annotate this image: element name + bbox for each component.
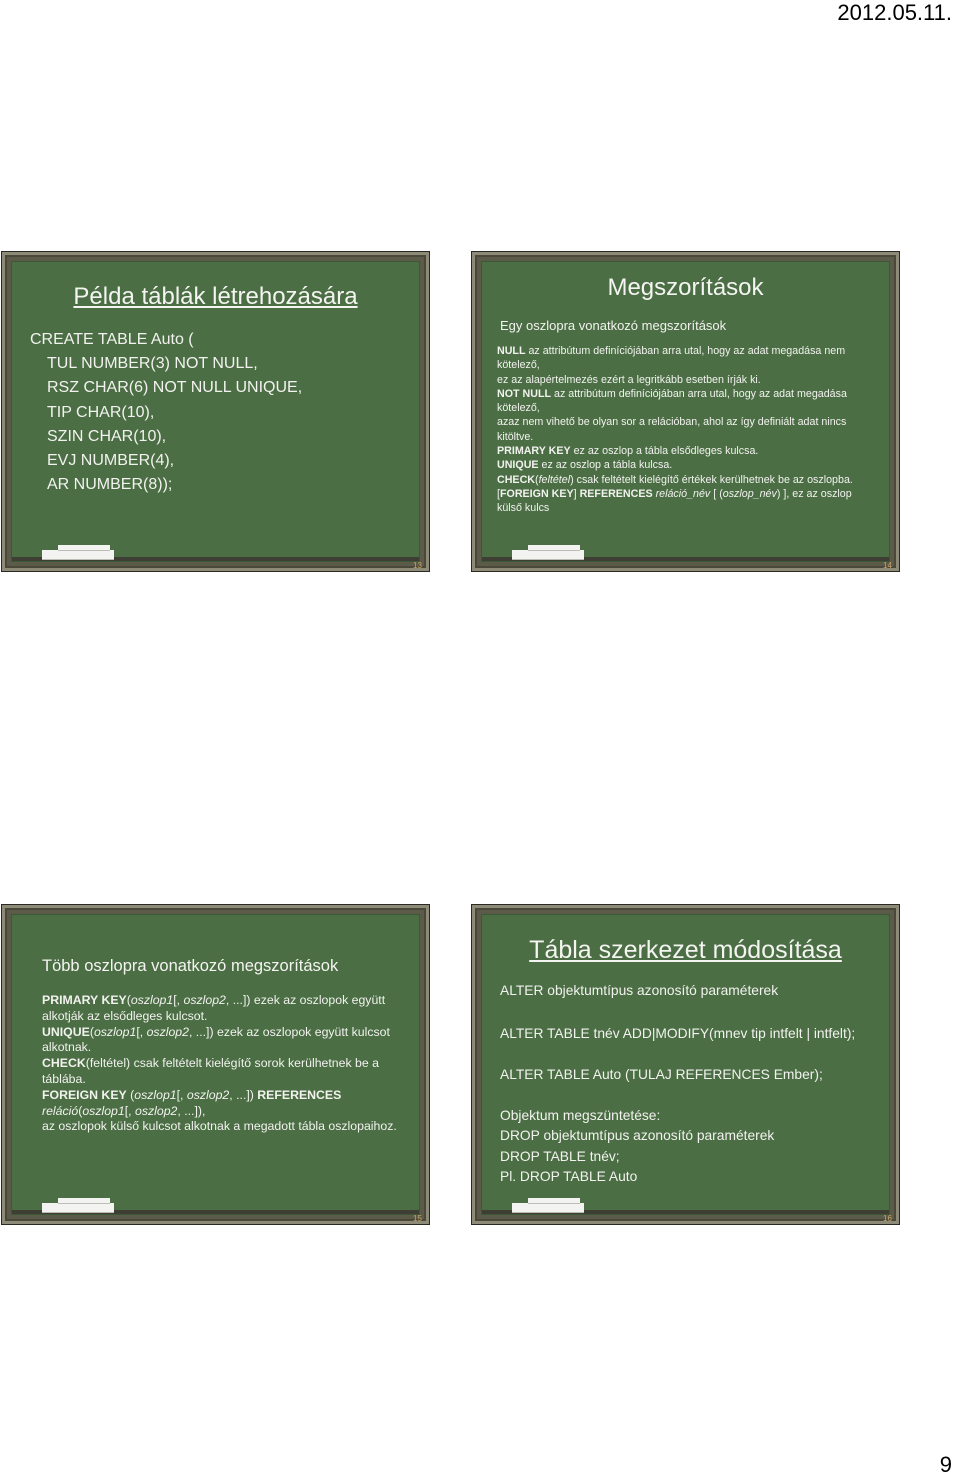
paragraph-text: az attribútum definíciójában arra utal, hogy az adat megadása kötelező, bbox=[497, 387, 847, 415]
argument: oszlop2 bbox=[186, 1087, 230, 1102]
body-line: Objektum megszüntetése: bbox=[500, 1108, 661, 1123]
argument: oszlop2 bbox=[146, 1024, 189, 1039]
keyword: CHECK bbox=[42, 1056, 86, 1071]
chalk-piece bbox=[42, 550, 114, 559]
pk-paragraph bbox=[497, 444, 867, 458]
chalkboard bbox=[11, 261, 420, 562]
paragraph-text: ) ], ez az oszlop külső kulcs bbox=[497, 487, 852, 515]
body-line: ALTER objektumtípus azonosító paraméterek bbox=[500, 983, 779, 998]
chalkboard bbox=[11, 914, 420, 1215]
slide-body bbox=[497, 344, 867, 516]
check-paragraph bbox=[42, 1056, 397, 1088]
paragraph-text: , ...]) ezek az oszlopok együtt kulcsot alkotnak. bbox=[42, 1024, 390, 1055]
keyword: UNIQUE bbox=[42, 1024, 90, 1039]
keyword: NOT NULL bbox=[497, 387, 552, 400]
keyword: FOREIGN KEY bbox=[42, 1087, 127, 1102]
slide-number: 15 bbox=[413, 1214, 422, 1223]
paragraph-text: [, bbox=[124, 1103, 135, 1118]
null-paragraph-cont: ez az alapértelmezés ezért a legritkább esetben írják ki. bbox=[497, 373, 761, 386]
fk-paragraph bbox=[497, 487, 867, 516]
paragraph-text: az attribútum definíciójában arra utal, hogy az adat megadása nem kötelező, bbox=[497, 345, 846, 372]
chalk-piece bbox=[58, 545, 110, 550]
slide-body bbox=[42, 993, 397, 1135]
paragraph-text: , ...]), bbox=[177, 1103, 206, 1118]
body-line: DROP TABLE tnév; bbox=[500, 1149, 620, 1164]
slide-number: 16 bbox=[883, 1214, 892, 1223]
unique-paragraph bbox=[497, 458, 867, 472]
code-line: SZIN CHAR(10), bbox=[47, 427, 167, 445]
slide-number: 14 bbox=[883, 561, 892, 570]
header-date: 2012.05.11. bbox=[837, 0, 952, 25]
slide-subtitle: Egy oszlopra vonatkozó megszorítások bbox=[500, 318, 727, 333]
slide-title: Megszorítások bbox=[607, 274, 764, 301]
keyword: CHECK bbox=[497, 473, 536, 486]
argument: oszlop1 bbox=[134, 1087, 177, 1102]
slide-16 bbox=[471, 904, 900, 1225]
paragraph-text: ez az oszlop a tábla kulcsa. bbox=[538, 459, 673, 472]
paragraph-text: ] bbox=[573, 487, 580, 500]
code-line: CREATE TABLE Auto ( bbox=[30, 331, 194, 348]
paragraph-text: ez az oszlop a tábla elsődleges kulcsa. bbox=[570, 445, 759, 458]
paragraph-text: ) csak feltételt kielégítő értékek kerülhetnek be az oszlopba. bbox=[570, 473, 853, 486]
notnull-paragraph-cont: azaz nem vihető be olyan sor a relációban, ahol az így definiált adat nincs kitöltve. bbox=[497, 416, 847, 443]
paragraph-text: (feltétel) csak feltételt kielégítő sorok kerülhetnek be a táblába. bbox=[42, 1056, 379, 1086]
paragraph-text: ( bbox=[89, 1024, 94, 1039]
paragraph-text: ( bbox=[126, 1087, 135, 1102]
notnull-paragraph bbox=[497, 387, 867, 416]
chalkboard bbox=[481, 261, 890, 562]
body-line: ALTER TABLE Auto (TULAJ REFERENCES Ember); bbox=[500, 1067, 823, 1082]
code-line: AR NUMBER(8)); bbox=[47, 476, 173, 494]
chalk-piece bbox=[528, 545, 580, 550]
slide-title: Példa táblák létrehozására bbox=[73, 283, 358, 310]
argument: reláció_név bbox=[655, 487, 711, 500]
body-line: Pl. DROP TABLE Auto bbox=[500, 1169, 638, 1184]
keyword: PRIMARY KEY bbox=[42, 993, 127, 1007]
paragraph-text: ( bbox=[535, 473, 539, 486]
argument: reláció bbox=[42, 1103, 79, 1118]
argument: oszlop1 bbox=[82, 1103, 125, 1118]
paragraph-text: ( bbox=[126, 993, 131, 1007]
page-number: 9 bbox=[939, 1452, 952, 1477]
paragraph-text: [ bbox=[497, 487, 500, 500]
chalk-piece bbox=[512, 1203, 584, 1212]
fk-paragraph bbox=[42, 1088, 397, 1120]
chalkboard bbox=[481, 914, 890, 1215]
chalk-piece bbox=[42, 1203, 114, 1212]
code-line: EVJ NUMBER(4), bbox=[47, 452, 175, 470]
paragraph-text: , ...]) ezek az oszlopok együtt alkotják az elsődleges kulcsot. bbox=[42, 993, 386, 1023]
paragraph-text: [, bbox=[136, 1024, 147, 1039]
keyword: REFERENCES bbox=[257, 1087, 342, 1102]
body-line: ALTER TABLE tnév ADD|MODIFY(mnev tip intfelt | intfelt); bbox=[500, 1026, 856, 1041]
paragraph-text: ( bbox=[78, 1103, 83, 1118]
keyword: UNIQUE bbox=[497, 459, 539, 472]
null-paragraph bbox=[497, 344, 867, 373]
keyword: FOREIGN KEY bbox=[499, 487, 574, 500]
argument: oszlop2 bbox=[183, 993, 226, 1007]
unique-paragraph bbox=[42, 1025, 397, 1057]
body-line: DROP objektumtípus azonosító paraméterek bbox=[500, 1128, 775, 1143]
paragraph-text: [, bbox=[173, 993, 184, 1007]
code-line: RSZ CHAR(6) NOT NULL UNIQUE, bbox=[47, 379, 303, 397]
slide-14 bbox=[471, 251, 900, 572]
slide-number: 13 bbox=[413, 561, 422, 570]
pk-paragraph bbox=[42, 993, 397, 1025]
slide-title: Több oszlopra vonatkozó megszorítások bbox=[42, 957, 339, 975]
fk-paragraph-cont: az oszlopok külső kulcsot alkotnak a megadott tábla oszlopaihoz. bbox=[42, 1119, 397, 1134]
argument: oszlop1 bbox=[130, 993, 174, 1007]
slide-body bbox=[30, 328, 302, 497]
keyword: REFERENCES bbox=[579, 487, 653, 500]
argument: oszlop_név bbox=[722, 487, 777, 500]
keyword: NULL bbox=[497, 345, 526, 357]
argument: oszlop1 bbox=[93, 1024, 137, 1039]
paragraph-text: , ...]) bbox=[229, 1087, 258, 1102]
check-paragraph bbox=[497, 473, 867, 487]
paragraph-text: [ ( bbox=[710, 487, 723, 500]
chalk-piece bbox=[512, 550, 584, 559]
code-line: TUL NUMBER(3) NOT NULL, bbox=[47, 355, 258, 373]
argument: feltétel bbox=[538, 473, 571, 486]
chalk-piece bbox=[528, 1198, 580, 1203]
paragraph-text: [, bbox=[176, 1087, 187, 1102]
keyword: PRIMARY KEY bbox=[497, 445, 571, 458]
slide-title: Tábla szerkezet módosítása bbox=[529, 936, 842, 964]
code-line: TIP CHAR(10), bbox=[47, 403, 155, 421]
slide-13 bbox=[1, 251, 430, 572]
slide-15 bbox=[1, 904, 430, 1225]
argument: oszlop2 bbox=[134, 1103, 178, 1118]
chalk-piece bbox=[58, 1198, 110, 1203]
